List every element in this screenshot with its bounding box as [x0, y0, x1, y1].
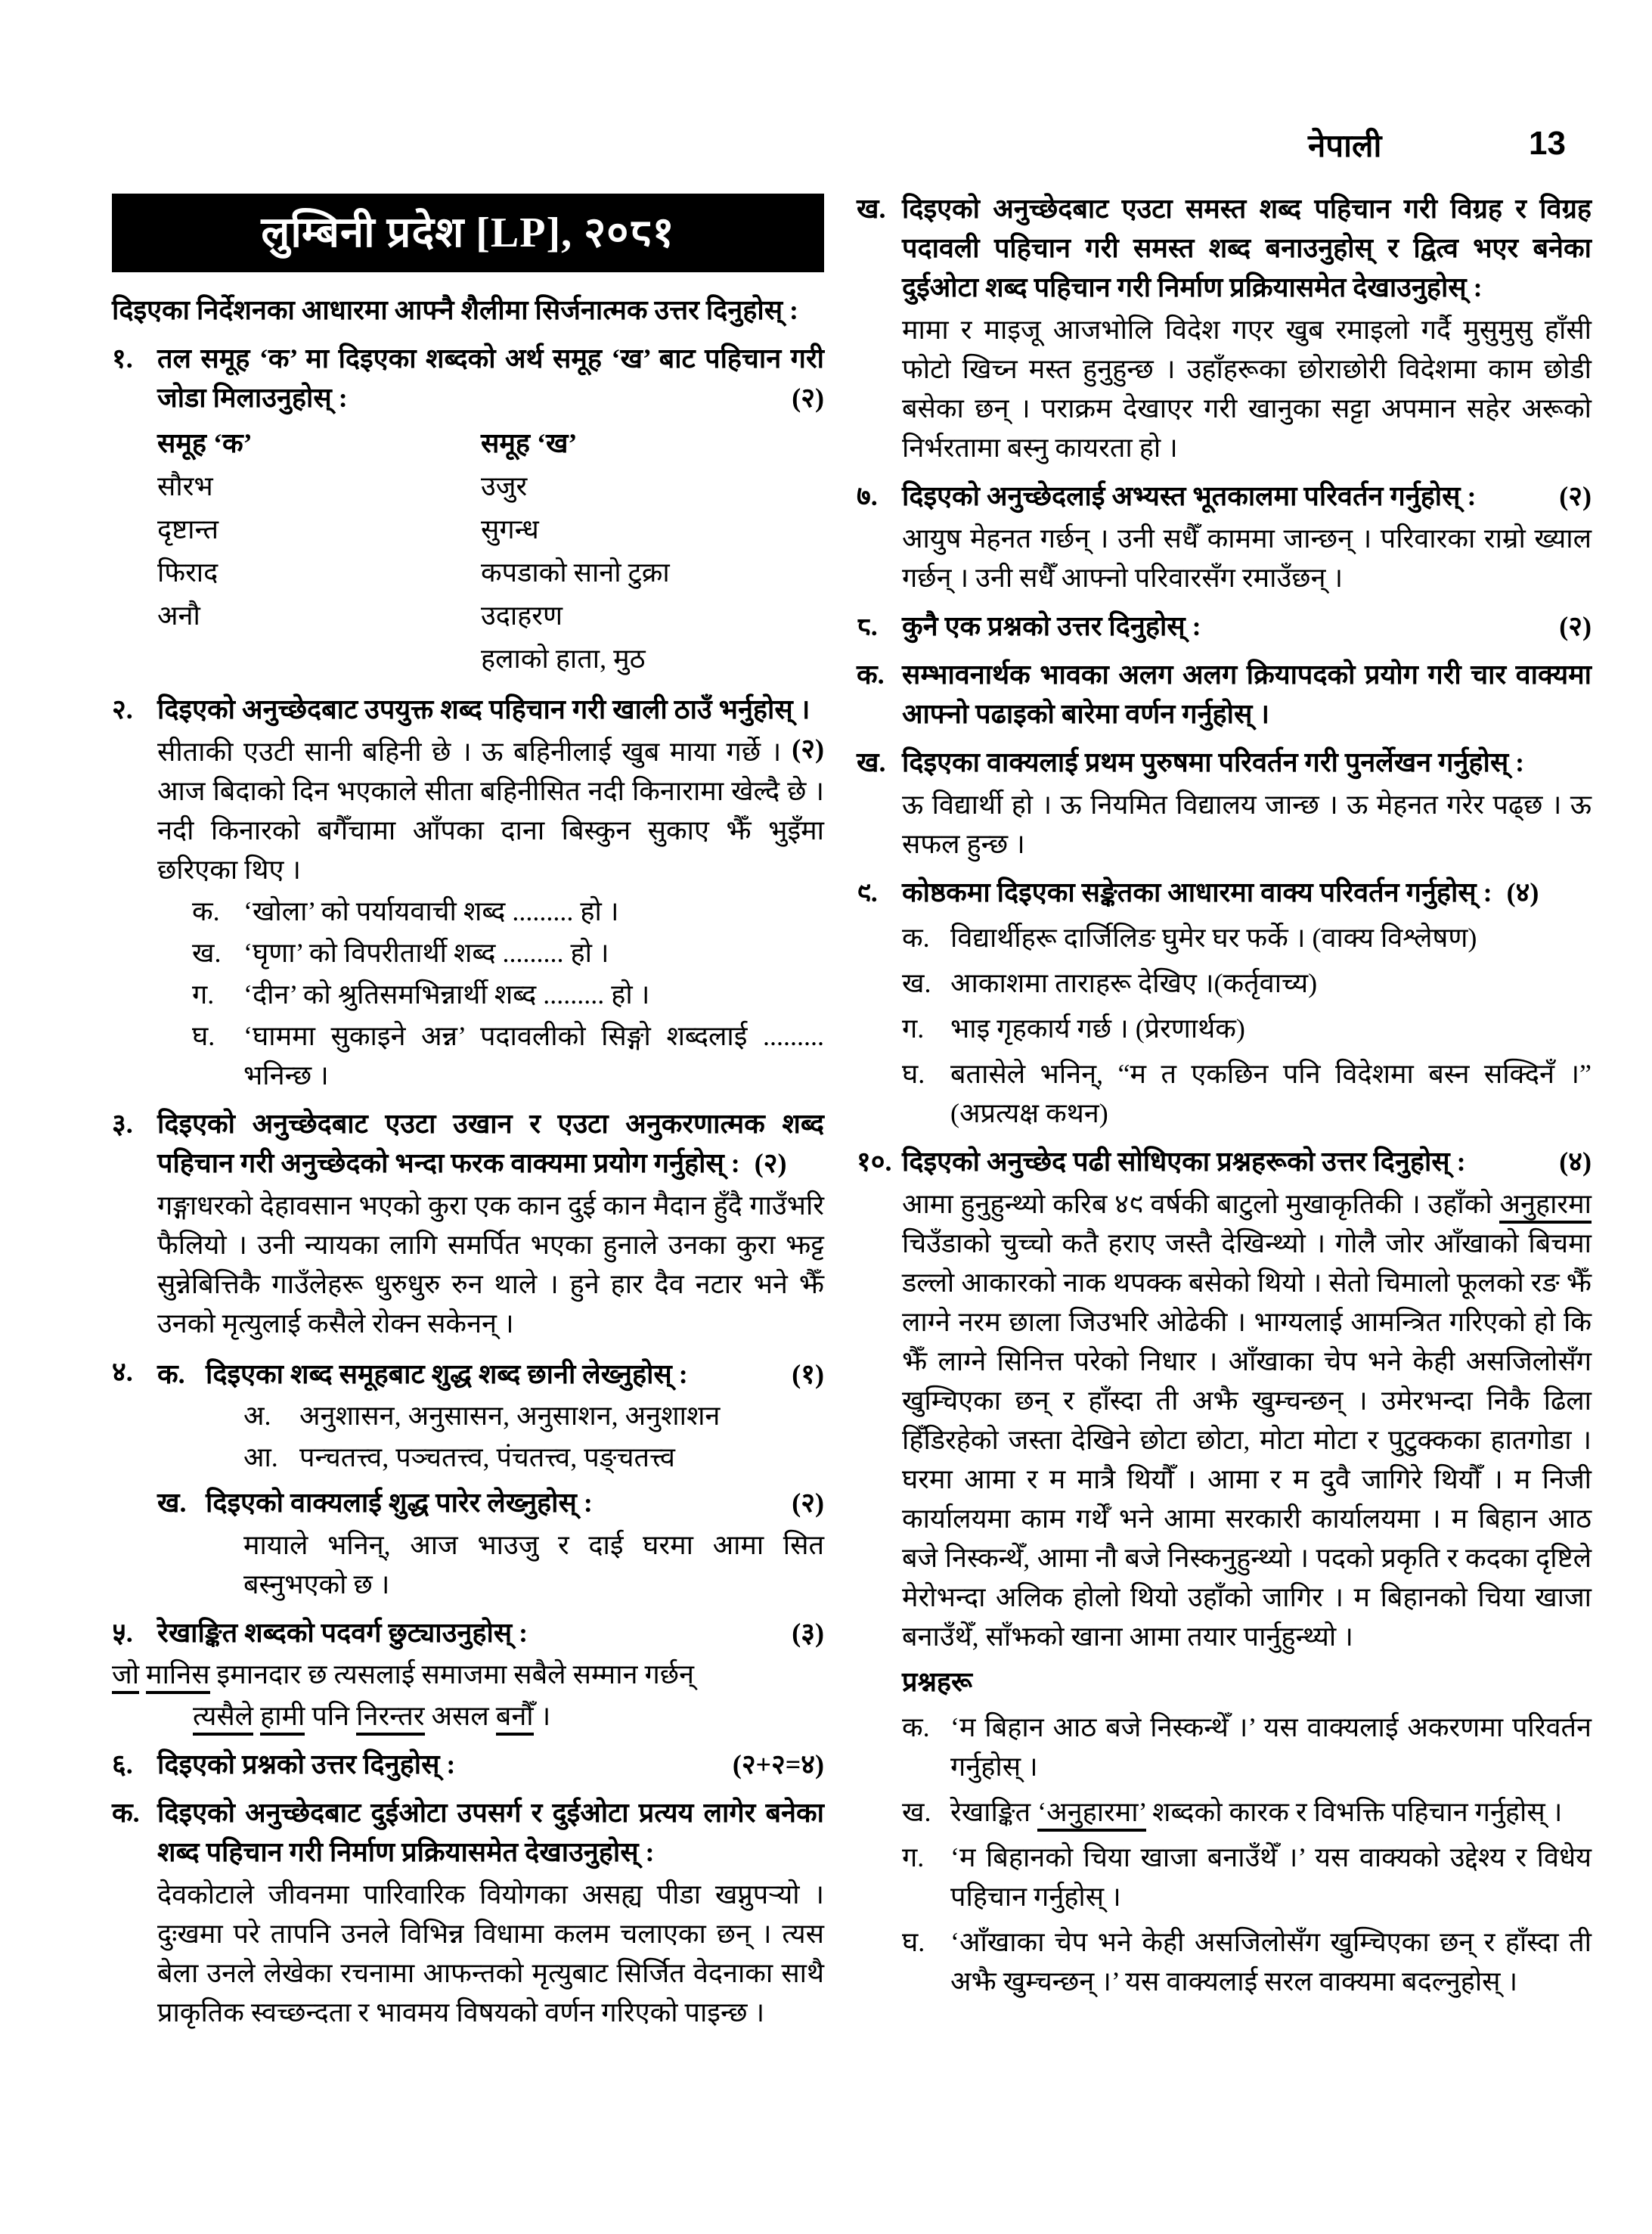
question-3 — [112, 1104, 824, 1343]
sub-item — [902, 1054, 1592, 1133]
question-2 — [112, 690, 824, 1095]
question-4b-prompt-text: दिइएको वाक्यलाई शुद्ध पारेर लेख्नुहोस् : — [206, 1488, 593, 1518]
option-label: आ. — [243, 1442, 278, 1472]
question-4 — [112, 1352, 824, 1604]
match-group-b — [481, 422, 824, 681]
underlined-word: अनुहारमा — [1499, 1189, 1592, 1224]
question-7-marks: (२) — [1559, 481, 1592, 511]
question-6a-prompt: दिइएको अनुच्छेदबाट दुईओटा उपसर्ग र दुईओटा प्रत्यय लागेर बनेका शब्द पहिचान गरी निर्माण प्रक्रियासमेत देखाउनुहोस् : — [157, 1798, 824, 1867]
match-word: उजुर — [481, 471, 528, 501]
question-9-marks: (४) — [1506, 877, 1539, 908]
question-3-marks: (२) — [754, 1148, 787, 1178]
question-3-number: ३. — [112, 1109, 133, 1139]
question-8b-passage: ऊ विद्यार्थी हो । ऊ नियमित विद्यालय जान्छ । ऊ मेहनत गरेर पढ्छ । ऊ सफल हुन्छ । — [902, 790, 1592, 859]
page-number: 13 — [1529, 125, 1566, 162]
question-8a-label: क. — [857, 659, 885, 690]
question-9-prompt — [902, 873, 1592, 912]
question-6b-passage: मामा र माइजू आजभोलि विदेश गएर खुब रमाइलो गर्दै मुसुमुसु हाँसी फोटो खिच्न मस्त हुनुहुन्छ । उहाँहरूका छोराछोरी विदेशमा काम छोडी बसेका छन् । पराक्रम देखाएर गरी खानुका सट्टा अपमान सहेर अरूको निर्भरतामा बस्नु कायरता हो । — [902, 315, 1592, 463]
question-2-prompt — [157, 690, 824, 764]
underlined-word: बनौँ — [496, 1701, 534, 1736]
question-5-marks: (३) — [792, 1618, 824, 1648]
question-8b — [857, 743, 1592, 864]
question-10-marks: (४) — [1559, 1146, 1592, 1177]
right-column — [857, 189, 1592, 2001]
option-text: अनुशासन, अनुसासन, अनुसाशन, अनुशाशन — [299, 1401, 721, 1431]
match-word: दृष्टान्त — [157, 514, 219, 545]
question-8a — [857, 655, 1592, 734]
text-run: रेखाङ्कित — [950, 1797, 1038, 1827]
left-column — [112, 194, 824, 2032]
sub-item-text: आकाशमा ताराहरू देखिए ।(कर्तृवाच्य) — [950, 968, 1318, 998]
sub-item-label: ख. — [192, 938, 222, 968]
question-10-prompt — [902, 1142, 1592, 1181]
sub-item-text: ‘घाममा सुकाइने अन्न’ पदावलीको सिङ्गो शब्दलाई ......... भनिन्छ । — [243, 1021, 824, 1091]
question-6a-label: क. — [112, 1798, 140, 1828]
title-text: लुम्बिनी प्रदेश [LP], २०८१ — [261, 209, 675, 256]
sub-item-text: ‘घृणा’ को विपरीतार्थी शब्द ......... हो । — [243, 938, 609, 968]
question-8-prompt — [902, 607, 1592, 646]
question-10-passage — [902, 1184, 1592, 1656]
question-7-prompt — [902, 476, 1592, 516]
question-1-number: १. — [112, 343, 133, 374]
underlined-word: त्यसैले — [193, 1701, 253, 1736]
question-7 — [857, 476, 1592, 597]
question-1 — [112, 339, 824, 681]
text-run: शब्दको कारक र विभक्ति पहिचान गर्नुहोस् । — [1146, 1797, 1563, 1827]
question-8b-body — [902, 743, 1592, 864]
question-8-prompt-text: कुनै एक प्रश्नको उत्तर दिनुहोस् : — [902, 611, 1201, 641]
sub-item — [902, 918, 1592, 957]
text-run: असल — [424, 1701, 496, 1731]
question-10-prompt-text: दिइएको अनुच्छेद पढी सोधिएका प्रश्नहरूको उत्तर दिनुहोस् : — [902, 1146, 1466, 1177]
question-6b — [857, 189, 1592, 467]
group-b-header: समूह ‘ख’ — [481, 428, 578, 458]
sub-item-label: ख. — [902, 968, 931, 998]
sub-item-label: ग. — [902, 1013, 925, 1044]
option-row — [243, 1438, 824, 1477]
question-4a-prompt-text: दिइएका शब्द समूहबाट शुद्ध शब्द छानी लेख्नुहोस् : — [206, 1359, 688, 1389]
question-8b-label: ख. — [857, 747, 886, 777]
question-8a-body — [902, 655, 1592, 734]
sub-item — [192, 1016, 824, 1095]
questions-heading: प्रश्नहरू — [902, 1667, 973, 1697]
question-10-body — [902, 1142, 1592, 2001]
question-5-body — [157, 1613, 824, 1652]
underlined-word: जो — [112, 1659, 139, 1694]
option-text: पन्चतत्त्व, पञ्चतत्त्व, पंचतत्त्व, पङ्चतत्त्व — [299, 1442, 675, 1472]
sub-item-label: ग. — [902, 1842, 925, 1873]
question-6 — [112, 1745, 824, 1784]
question-6-number: ६. — [112, 1749, 133, 1779]
question-9-body — [902, 873, 1592, 1133]
question-8a-prompt: सम्भावनार्थक भावका अलग अलग क्रियापदको प्रयोग गरी चार वाक्यमा आफ्नो पढाइको बारेमा वर्णन गर्नुहोस् । — [902, 659, 1592, 729]
question-3-passage: गङ्गाधरको देहावसान भएको कुरा एक कान दुई कान मैदान हुँदै गाउँभरि फैलियो । उनी न्यायका लागि समर्पित भएका हुनाले उनका कुरा झट्ट सुन्नेबित्तिकै गाउँलेहरू धुरुधुरु रुन थाले । हुने हार दैव नटार भने झैँ उनको मृत्युलाई कसैले रोक्न सकेनन् । — [157, 1190, 824, 1339]
question-4a — [157, 1354, 824, 1394]
question-2-body — [157, 690, 824, 1095]
question-3-prompt — [157, 1104, 824, 1183]
question-9-number: ९. — [857, 877, 878, 908]
intro-text: दिइएका निर्देशनका आधारमा आफ्नै शैलीमा सिर्जनात्मक उत्तर दिनुहोस् : — [112, 295, 799, 325]
sub-item-text: ‘दीन’ को श्रुतिसमभिन्नार्थी शब्द ......... हो । — [243, 979, 650, 1010]
question-2-marks: (२) — [792, 734, 824, 764]
question-9-prompt-text: कोष्ठकमा दिइएका सङ्केतका आधारमा वाक्य परिवर्तन गर्नुहोस् : — [902, 877, 1492, 908]
underlined-word: मानिस — [146, 1659, 210, 1694]
question-2-passage: सीताकी एउटी सानी बहिनी छे । ऊ बहिनीलाई खुब माया गर्छे । आज बिदाको दिन भएकाले सीता बहिनीसित नदी किनारामा खेल्दै छे । नदी किनारको बगैँचामा आँपका दाना बिस्कुन सुकाए झैँ भुइँमा छरिएका थिए । — [157, 737, 824, 885]
sub-item — [902, 963, 1592, 1003]
question-8-body — [902, 607, 1592, 646]
question-5 — [112, 1613, 824, 1652]
sub-item — [192, 975, 824, 1014]
question-4a-marks: (१) — [792, 1359, 824, 1389]
question-7-prompt-text: दिइएको अनुच्छेदलाई अभ्यस्त भूतकालमा परिवर्तन गर्नुहोस् : — [902, 481, 1477, 511]
text-run: इमानदार छ त्यसलाई समाजमा सबैले सम्मान गर्छन् — [209, 1659, 694, 1689]
question-6-prompt — [157, 1745, 824, 1784]
question-8 — [857, 607, 1592, 646]
underlined-word: हामी — [260, 1701, 305, 1736]
question-1-marks: (२) — [792, 383, 824, 413]
question-1-body — [157, 339, 824, 681]
sub-item — [902, 1922, 1592, 2001]
sub-item-text: विद्यार्थीहरू दार्जिलिङ घुमेर घर फर्के । (वाक्य विश्लेषण) — [950, 923, 1477, 953]
sub-item-text: बतासेले भनिन्, “म त एकछिन पनि विदेशमा बस्न सक्दिनँ ।” (अप्रत्यक्ष कथन) — [950, 1059, 1592, 1128]
sub-item-label: ग. — [192, 979, 215, 1010]
match-word: हलाको हाता, मुठ — [481, 644, 646, 674]
match-word: उदाहरण — [481, 600, 563, 631]
text-run: । — [533, 1701, 551, 1731]
question-9 — [857, 873, 1592, 1133]
question-8-marks: (२) — [1559, 611, 1592, 641]
question-1-prompt — [157, 339, 824, 417]
question-1-prompt-text: तल समूह ‘क’ मा दिइएका शब्दको अर्थ समूह ‘ख’ बाट पहिचान गरी जोडा मिलाउनुहोस् : — [157, 343, 824, 413]
sub-item-label: घ. — [902, 1927, 925, 1957]
question-6a-passage: देवकोटाले जीवनमा पारिवारिक वियोगका असह्य पीडा खप्नुपऱ्यो । दुःखमा परे तापनि उनले विभिन्न विधामा कलम चलाएका छन् । त्यस बेला उनले लेखेका रचनामा आफन्तको मृत्युबाट सिर्जित वेदनाका साथै प्राकृतिक स्वच्छन्दता र भावमय विषयको वर्णन गरिएको पाइन्छ । — [157, 1879, 824, 2028]
question-6a-body — [157, 1793, 824, 2032]
sub-item — [192, 933, 824, 973]
sub-item-text: ‘आँखाका चेप भने केही असजिलोसँग खुम्चिएका छन् र हाँस्दा ती अझै खुम्चन्छन् ।’ यस वाक्यलाई सरल वाक्यमा बदल्नुहोस् । — [950, 1927, 1592, 1997]
question-8b-prompt: दिइएका वाक्यलाई प्रथम पुरुषमा परिवर्तन गरी पुनर्लेखन गर्नुहोस् : — [902, 747, 1525, 777]
option-row — [243, 1396, 824, 1435]
question-5-prompt-text: रेखाङ्कित शब्दको पदवर्ग छुट्याउनुहोस् : — [157, 1618, 528, 1648]
sub-item-text: ‘म बिहानको चिया खाजा बनाउँथेँ ।’ यस वाक्यको उद्देश्य र विधेय पहिचान गर्नुहोस् । — [950, 1842, 1592, 1912]
sub-item-text — [950, 1792, 1592, 1832]
group-a-header: समूह ‘क’ — [157, 428, 253, 458]
question-6a — [112, 1793, 824, 2032]
sub-item — [902, 1838, 1592, 1916]
match-word: सौरभ — [157, 471, 213, 501]
question-6b-body — [902, 189, 1592, 467]
sub-item — [902, 1009, 1592, 1048]
match-word: कपडाको सानो टुक्रा — [481, 557, 670, 588]
underlined-word: ‘अनुहारमा’ — [1037, 1797, 1146, 1832]
question-6b-prompt: दिइएको अनुच्छेदबाट एउटा समस्त शब्द पहिचान गरी विग्रह र विग्रह पदावली पहिचान गरी समस्त शब्द बनाउनुहोस् र द्वित्व भएर बनेका दुईओटा शब्द पहिचान गरी निर्माण प्रक्रियासमेत देखाउनुहोस् : — [902, 194, 1592, 303]
match-word: अनौ — [157, 600, 200, 631]
question-4-number: ४. — [112, 1357, 133, 1387]
sub-item — [902, 1708, 1592, 1786]
underlined-word: निरन्तर — [356, 1701, 424, 1736]
underlined-sentence-line-2 — [193, 1696, 824, 1736]
text-run — [253, 1701, 260, 1731]
question-7-number: ७. — [857, 481, 878, 511]
sub-item-label: घ. — [902, 1059, 925, 1089]
question-7-passage: आयुष मेहनत गर्छन् । उनी सधैँ काममा जान्छन् । परिवारका राम्रो ख्याल गर्छन् । उनी सधैँ आफ्नो परिवारसँग रमाउँछन् । — [902, 523, 1592, 593]
question-10-number: १०. — [857, 1146, 892, 1177]
match-word: फिराद — [157, 557, 219, 588]
sub-item-label: ख. — [902, 1797, 931, 1827]
question-2-prompt-text: दिइएको अनुच्छेदबाट उपयुक्त शब्द पहिचान गरी खाली ठाउँ भर्नुहोस् । — [157, 694, 811, 724]
question-3-body — [157, 1104, 824, 1343]
text-run: पनि — [305, 1701, 357, 1731]
match-word: सुगन्ध — [481, 514, 539, 545]
question-4b — [157, 1483, 824, 1522]
question-4b-label: ख. — [157, 1488, 187, 1518]
question-2-number: २. — [112, 694, 133, 724]
question-4a-label: क. — [157, 1359, 185, 1389]
sub-item-label: क. — [902, 923, 930, 953]
question-6-marks: (२+२=४) — [732, 1749, 824, 1779]
sub-item-label: क. — [902, 1712, 930, 1742]
match-table — [157, 422, 824, 681]
question-4b-prompt — [206, 1483, 824, 1522]
text-run: आमा हुनुहुन्थ्यो करिब ४९ वर्षकी बाटुलो मुखाकृतिकी । उहाँको — [902, 1189, 1500, 1219]
text-run: चिउँडाको चुच्चो कतै हराए जस्तै देखिन्थ्यो । गोलै जोर आँखाको बिचमा डल्लो आकारको नाक थपक्क बसेको थियो । सेतो चिमालो फूलको रङ झैँ लाग्ने नरम छाला जिउभरि ओढेकी । भाग्यलाई आमन्त्रित गरिएको हो कि झैँ लाग्ने सिनित्त परेको निधार । आँखाका चेप भने केही असजिलोसँग खुम्चिएका छन् र हाँस्दा ती अझै खुम्चन्छन् । उमेरभन्दा निकै ढिला हिँडिरहेको जस्ता देखिने छोटा छोटा, मोटा मोटा र पुटुक्कका हातगोडा । घरमा आमा र म मात्रै थियौँ । आमा र म दुवै जागिरे थियौँ । म निजी कार्यालयमा काम गर्थेँ भने आमा सरकारी कार्यालयमा । म बिहान आठ बजे निस्कन्थेँ, आमा नौ बजे निस्कनुहुन्थ्यो । पदको प्रकृति र कदका दृष्टिले मेरोभन्दा अलिक होलो थियो उहाँको जागिर । म बिहानको चिया खाजा बनाउँथेँ, साँझको खाना आमा तयार पार्नुहुन्थ्यो । — [902, 1228, 1592, 1652]
question-8-number: ८. — [857, 611, 878, 641]
question-4b-sentence: मायाले भनिन्, आज भाउजु र दाई घरमा आमा सित बस्नुभएको छ । — [243, 1530, 824, 1599]
sub-item — [902, 1792, 1592, 1832]
text-run — [139, 1659, 146, 1689]
question-3-prompt-text: दिइएको अनुच्छेदबाट एउटा उखान र एउटा अनुकरणात्मक शब्द पहिचान गरी अनुच्छेदको भन्दा फरक वाक्यमा प्रयोग गर्नुहोस् : — [157, 1109, 824, 1178]
option-label: अ. — [243, 1401, 271, 1431]
sub-item-text: भाइ गृहकार्य गर्छ । (प्रेरणार्थक) — [950, 1013, 1245, 1044]
question-10 — [857, 1142, 1592, 2001]
question-7-body — [902, 476, 1592, 597]
sub-item-text: ‘म बिहान आठ बजे निस्कन्थेँ ।’ यस वाक्यलाई अकरणमा परिवर्तन गर्नुहोस् । — [950, 1712, 1592, 1782]
question-4b-marks: (२) — [792, 1488, 824, 1518]
question-6b-label: ख. — [857, 194, 886, 224]
sub-item-text: ‘खोला’ को पर्यायवाची शब्द ......... हो । — [243, 896, 619, 926]
title-banner — [112, 194, 824, 272]
question-6-prompt-text: दिइएको प्रश्नको उत्तर दिनुहोस् : — [157, 1749, 456, 1779]
question-5-number: ५. — [112, 1618, 133, 1648]
sub-item-label: क. — [192, 896, 220, 926]
question-4a-prompt — [206, 1354, 824, 1394]
question-6-body — [157, 1745, 824, 1784]
match-group-a — [157, 422, 481, 681]
sub-item — [192, 892, 824, 931]
page-header-subject: नेपाली — [1308, 129, 1382, 164]
question-5-prompt — [157, 1613, 824, 1652]
question-4-body — [157, 1352, 824, 1604]
underlined-sentence-line-1 — [112, 1655, 824, 1694]
sub-item-label: घ. — [192, 1021, 215, 1051]
